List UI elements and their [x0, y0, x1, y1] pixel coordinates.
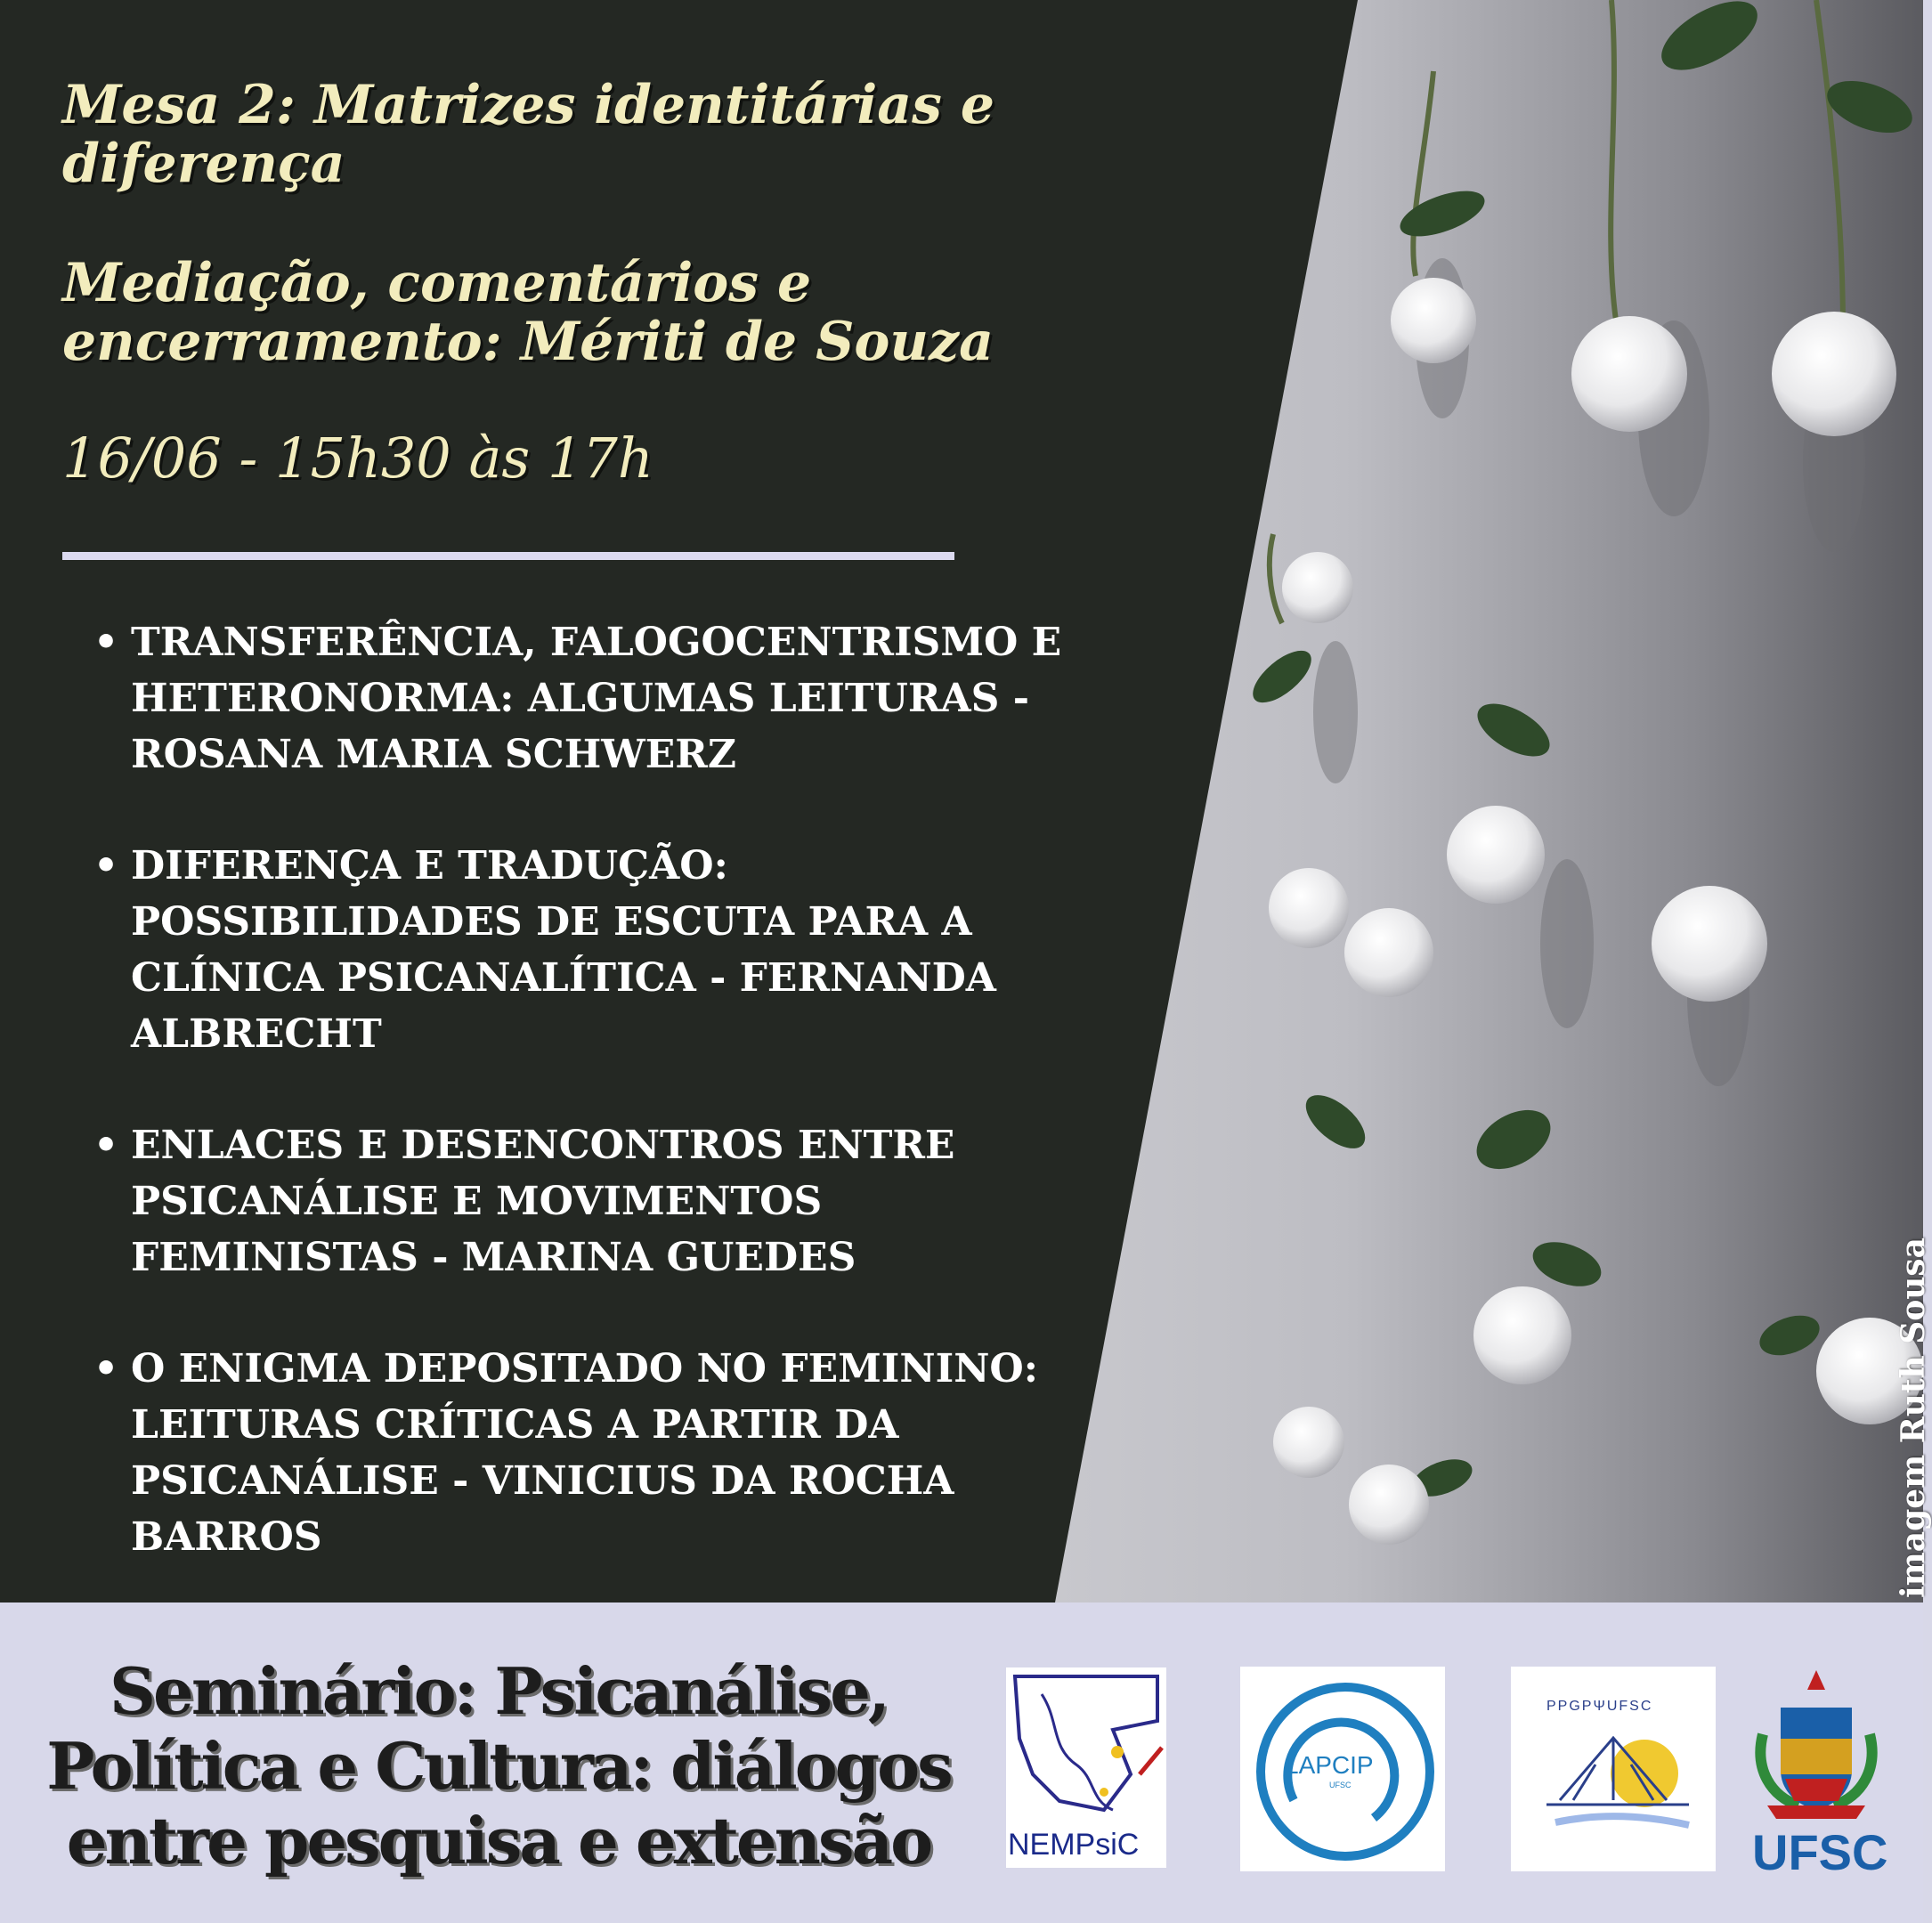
divider-line — [62, 552, 954, 560]
bullet-icon: • — [93, 620, 119, 665]
lapcip-logo-subtext: UFSC — [1329, 1781, 1352, 1789]
lapcip-logo-text: LAPCIP — [1285, 1751, 1374, 1779]
footer-band — [0, 1602, 1923, 1923]
image-credit: imagem Ruth Sousa — [1895, 1237, 1932, 1598]
list-item — [93, 838, 1117, 1062]
ppgp-logo — [1511, 1667, 1716, 1871]
seminar-title — [18, 1654, 979, 1878]
list-item — [93, 1341, 1117, 1565]
ppgp-logo-text: PPGPΨUFSC — [1546, 1699, 1653, 1714]
list-item — [93, 1117, 1117, 1286]
mediation-credit: Mediação, comentários e encerramento: Mériti de Souza — [62, 252, 994, 373]
seminar-title-line: entre pesquisa e extensão — [66, 1803, 931, 1878]
ufsc-logo-text: UFSC — [1752, 1824, 1888, 1880]
talk-title: O ENIGMA DEPOSITADO NO FEMININO: LEITURAS CRÍTICAS A PARTIR DA PSICANÁLISE - VINICIUS DA ROCHA BARROS — [131, 1346, 1038, 1560]
lapcip-logo — [1240, 1667, 1445, 1871]
talk-title: TRANSFERÊNCIA, FALOGOCENTRISMO E HETERONORMA: ALGUMAS LEITURAS - ROSANA MARIA SCHWERZ — [131, 620, 1062, 777]
bullet-icon: • — [93, 843, 119, 888]
talk-title: ENLACES E DESENCONTROS ENTRE PSICANÁLISE E MOVIMENTOS FEMINISTAS - MARINA GUEDES — [131, 1123, 955, 1280]
bullet-icon: • — [93, 1346, 119, 1392]
event-datetime: 16/06 - 15h30 às 17h — [62, 426, 653, 491]
ufsc-logo — [1745, 1663, 1888, 1880]
bullet-icon: • — [93, 1123, 119, 1168]
mesa-title: Mesa 2: Matrizes identitárias e diferença — [62, 74, 995, 195]
ufsc-crest-icon — [1745, 1663, 1887, 1832]
seminar-title-line: Política e Cultura: diálogos — [46, 1728, 951, 1804]
talk-title: DIFERENÇA E TRADUÇÃO: POSSIBILIDADES DE ESCUTA PARA A CLÍNICA PSICANALÍTICA - FERNANDA ALBRECHT — [131, 843, 996, 1057]
list-item — [93, 614, 1117, 783]
nempsic-logo-text: NEMPsiC — [1008, 1828, 1140, 1862]
bridge-sun-icon — [1511, 1667, 1716, 1871]
seminar-title-line: Seminário: Psicanálise, — [110, 1653, 888, 1729]
nempsic-logo — [1006, 1667, 1166, 1868]
talk-list — [93, 614, 1117, 1620]
